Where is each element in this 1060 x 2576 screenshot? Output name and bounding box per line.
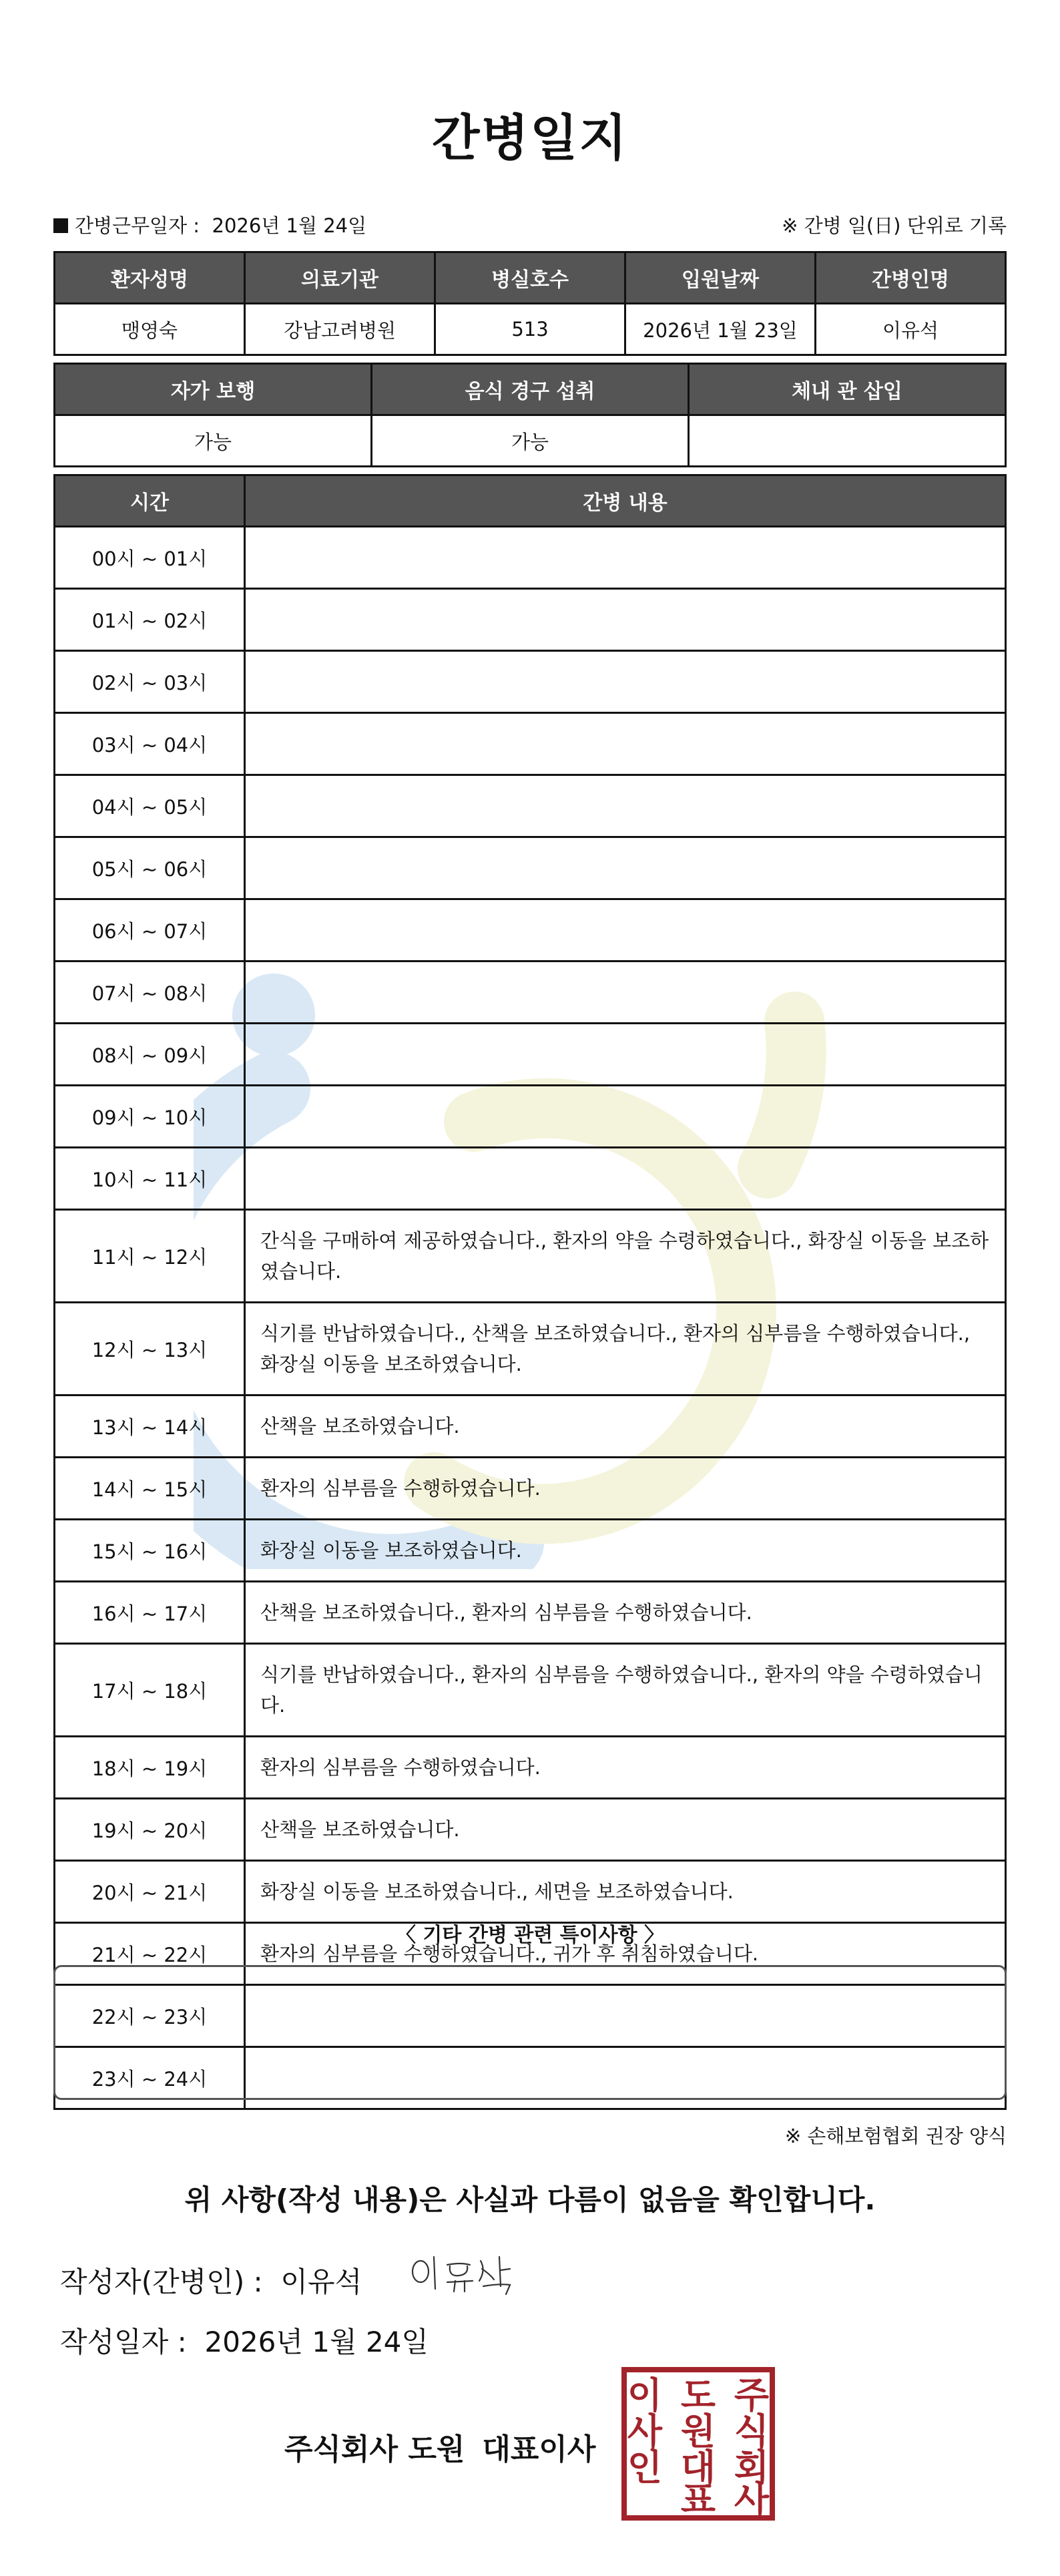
table-row <box>55 1458 1006 1520</box>
header-room: 병실호수 <box>435 252 625 304</box>
log-content-cell <box>245 837 1006 899</box>
table-row <box>55 651 1006 713</box>
table-row <box>55 1799 1006 1861</box>
handwritten-signature <box>406 2250 539 2297</box>
log-time-cell: 04시 ~ 05시 <box>55 775 245 837</box>
log-time-cell: 09시 ~ 10시 <box>55 1086 245 1148</box>
unit-note: ※ 간병 일(日) 단위로 기록 <box>782 214 1007 237</box>
tube-insertion-value <box>689 415 1006 467</box>
log-time-cell: 13시 ~ 14시 <box>55 1396 245 1458</box>
log-content-cell: 환자의 심부름을 수행하였습니다. <box>245 1737 1006 1799</box>
table-row <box>55 775 1006 837</box>
table-row <box>55 1520 1006 1582</box>
table-row <box>55 1737 1006 1799</box>
form-source-note: ※ 손해보험협회 권장 양식 <box>784 2125 1007 2147</box>
seal-character: 주 <box>734 2374 770 2416</box>
log-time-cell: 23시 ~ 24시 <box>55 2047 245 2109</box>
log-content-cell <box>245 527 1006 589</box>
log-content-cell <box>245 899 1006 961</box>
writer-name: 이유석 <box>280 2266 362 2298</box>
patient-status-table <box>53 363 1007 467</box>
header-caregiver: 간병인명 <box>816 252 1006 304</box>
work-date-value: 2026년 1월 24일 <box>212 214 367 237</box>
seal-character: 이 <box>627 2374 663 2416</box>
log-content-cell: 환자의 심부름을 수행하였습니다., 귀가 후 취침하였습니다. <box>245 1923 1006 1985</box>
table-row <box>55 961 1006 1024</box>
table-row <box>55 527 1006 589</box>
log-content-cell <box>245 1148 1006 1210</box>
table-row <box>55 1861 1006 1923</box>
company-title: 대표이사 <box>482 2432 596 2466</box>
table-row <box>55 837 1006 899</box>
header-time: 시간 <box>55 475 245 527</box>
log-content-cell <box>245 1024 1006 1086</box>
log-time-cell: 15시 ~ 16시 <box>55 1520 245 1582</box>
log-content-cell: 산책을 보조하였습니다. <box>245 1396 1006 1458</box>
header-care-content: 간병 내용 <box>245 475 1006 527</box>
header-tube-insertion: 체내 관 삽입 <box>689 364 1006 415</box>
log-time-cell: 05시 ~ 06시 <box>55 837 245 899</box>
seal-character: 사 <box>627 2410 663 2452</box>
seal-character: 식 <box>734 2410 770 2452</box>
log-time-cell: 20시 ~ 21시 <box>55 1861 245 1923</box>
table-row <box>55 589 1006 651</box>
log-content-cell: 산책을 보조하였습니다., 환자의 심부름을 수행하였습니다. <box>245 1582 1006 1644</box>
log-time-cell: 06시 ~ 07시 <box>55 899 245 961</box>
seal-character: 인 <box>627 2446 663 2489</box>
log-time-cell: 03시 ~ 04시 <box>55 713 245 775</box>
written-date-label: 작성일자 : <box>60 2326 187 2358</box>
confirmation-statement: 위 사항(작성 내용)은 사실과 다름이 없음을 확인합니다. <box>184 2183 876 2216</box>
company-line <box>284 2425 595 2468</box>
header-admission-date: 입원날짜 <box>625 252 816 304</box>
patient-name-value: 맹영숙 <box>55 304 245 355</box>
log-content-cell <box>245 1086 1006 1148</box>
log-content-cell <box>245 589 1006 651</box>
seal-character: 사 <box>734 2479 770 2521</box>
room-value: 513 <box>435 304 625 355</box>
table-row <box>55 1396 1006 1458</box>
header-oral-intake: 음식 경구 섭취 <box>372 364 689 415</box>
log-content-cell: 환자의 심부름을 수행하였습니다. <box>245 1458 1006 1520</box>
log-time-cell: 21시 ~ 22시 <box>55 1923 245 1985</box>
company-name: 주식회사 도원 <box>284 2432 465 2466</box>
log-time-cell: 22시 ~ 23시 <box>55 1985 245 2047</box>
log-time-cell: 07시 ~ 08시 <box>55 961 245 1024</box>
special-notes-box <box>53 1965 1007 2100</box>
log-content-cell: 간식을 구매하여 제공하였습니다., 환자의 약을 수령하였습니다., 화장실 이동을 보조하였습니다. <box>245 1210 1006 1303</box>
seal-character: 대 <box>680 2446 716 2489</box>
log-content-cell <box>245 961 1006 1024</box>
header-self-walking: 자가 보행 <box>55 364 372 415</box>
log-time-cell: 17시 ~ 18시 <box>55 1644 245 1737</box>
log-time-cell: 18시 ~ 19시 <box>55 1737 245 1799</box>
log-time-cell: 02시 ~ 03시 <box>55 651 245 713</box>
patient-info-table <box>53 251 1007 356</box>
table-row <box>55 1148 1006 1210</box>
log-time-cell: 14시 ~ 15시 <box>55 1458 245 1520</box>
log-time-cell: 16시 ~ 17시 <box>55 1582 245 1644</box>
log-time-cell: 01시 ~ 02시 <box>55 589 245 651</box>
special-notes-label: 〈 기타 간병 관련 특이사항 〉 <box>395 1924 665 1947</box>
log-content-cell: 화장실 이동을 보조하였습니다. <box>245 1520 1006 1582</box>
log-content-cell <box>245 775 1006 837</box>
square-bullet-icon <box>53 218 68 233</box>
care-log-body <box>55 527 1006 2109</box>
log-content-cell: 산책을 보조하였습니다. <box>245 1799 1006 1861</box>
log-content-cell: 식기를 반납하였습니다., 산책을 보조하였습니다., 환자의 심부름을 수행하였습니다., 화장실 이동을 보조하였습니다. <box>245 1303 1006 1396</box>
work-date-label: 간병근무일자 : <box>75 214 200 237</box>
table-row <box>55 1024 1006 1086</box>
log-time-cell: 12시 ~ 13시 <box>55 1303 245 1396</box>
log-time-cell: 10시 ~ 11시 <box>55 1148 245 1210</box>
hospital-value: 강남고려병원 <box>245 304 435 355</box>
work-date-line <box>53 211 366 238</box>
self-walking-value: 가능 <box>55 415 372 467</box>
log-content-cell: 식기를 반납하였습니다., 환자의 심부름을 수행하였습니다., 환자의 약을 수령하였습니다. <box>245 1644 1006 1737</box>
table-row <box>55 1086 1006 1148</box>
header-patient-name: 환자성명 <box>55 252 245 304</box>
table-row <box>55 1303 1006 1396</box>
table-row <box>55 899 1006 961</box>
written-date-value: 2026년 1월 24일 <box>204 2326 429 2358</box>
caregiver-value: 이유석 <box>816 304 1006 355</box>
writer-line <box>60 2260 362 2300</box>
seal-character: 도 <box>680 2374 716 2416</box>
writer-label: 작성자(간병인) : <box>60 2266 263 2298</box>
seal-character: 회 <box>734 2446 770 2489</box>
log-time-cell: 19시 ~ 20시 <box>55 1799 245 1861</box>
log-time-cell: 08시 ~ 09시 <box>55 1024 245 1086</box>
care-log-table <box>53 474 1007 2110</box>
seal-character: 원 <box>680 2410 716 2452</box>
table-row <box>55 713 1006 775</box>
admission-date-value: 2026년 1월 23일 <box>625 304 816 355</box>
written-date-line <box>60 2320 429 2360</box>
log-time-cell: 00시 ~ 01시 <box>55 527 245 589</box>
table-row <box>55 1210 1006 1303</box>
log-content-cell <box>245 713 1006 775</box>
table-row <box>55 1582 1006 1644</box>
seal-character: 표 <box>680 2479 716 2521</box>
header-hospital: 의료기관 <box>245 252 435 304</box>
table-row <box>55 1644 1006 1737</box>
document-title: 간병일지 <box>432 110 628 167</box>
log-content-cell: 화장실 이동을 보조하였습니다., 세면을 보조하였습니다. <box>245 1861 1006 1923</box>
log-time-cell: 11시 ~ 12시 <box>55 1210 245 1303</box>
company-seal-stamp <box>621 2366 776 2521</box>
oral-intake-value: 가능 <box>372 415 689 467</box>
log-content-cell <box>245 651 1006 713</box>
